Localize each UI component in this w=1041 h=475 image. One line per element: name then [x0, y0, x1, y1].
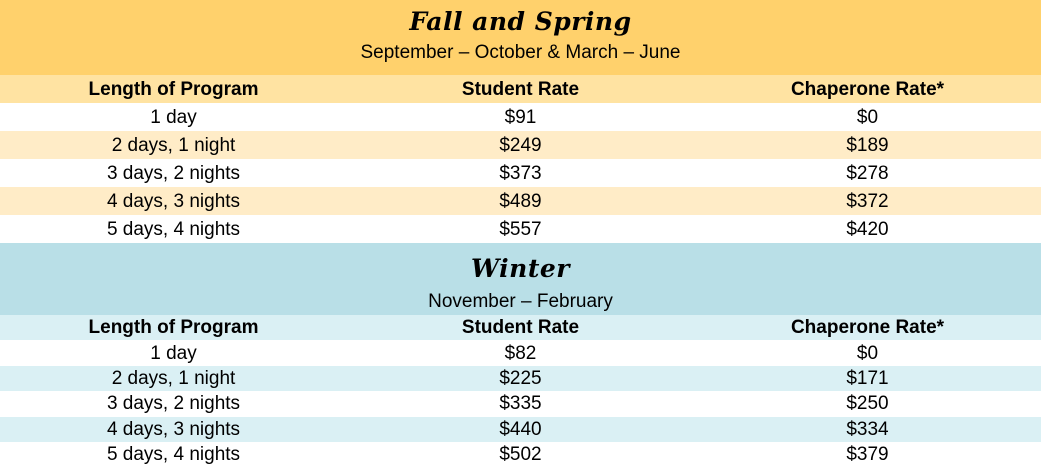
length-cell: 1 day [150, 106, 197, 128]
table-row [0, 442, 1041, 467]
table-row [0, 340, 1041, 365]
student-rate-cell: $249 [499, 134, 542, 156]
student-rate-cell: $91 [504, 106, 537, 128]
student-rate-cell: $489 [499, 190, 542, 212]
chaperone-rate-cell: $171 [846, 367, 889, 389]
column-header-length: Length of Program [88, 317, 259, 339]
student-rate-cell: $335 [499, 393, 542, 415]
table-row [0, 417, 1041, 442]
table-row [0, 366, 1041, 391]
chaperone-rate-cell: $379 [846, 444, 889, 466]
chaperone-rate-cell: $250 [846, 393, 889, 415]
length-cell: 3 days, 2 nights [106, 393, 241, 415]
chaperone-rate-cell: $334 [846, 418, 889, 440]
column-header-length: Length of Program [88, 78, 259, 100]
chaperone-rate-cell: $278 [846, 162, 889, 184]
chaperone-rate-cell: $372 [846, 190, 889, 212]
length-cell: 3 days, 2 nights [106, 162, 241, 184]
winter-rate-table [0, 315, 1041, 467]
student-rate-cell: $225 [499, 367, 542, 389]
table-row [0, 187, 1041, 215]
length-cell: 2 days, 1 night [111, 134, 236, 156]
student-rate-cell: $502 [499, 444, 542, 466]
chaperone-rate-cell: $420 [846, 218, 889, 240]
length-cell: 2 days, 1 night [111, 367, 236, 389]
table-row [0, 215, 1041, 243]
table-row [0, 131, 1041, 159]
winter-header [0, 243, 1041, 315]
column-header-student-rate: Student Rate [461, 78, 580, 100]
winter-months: November – February [428, 291, 613, 312]
fall-spring-rate-table [0, 75, 1041, 243]
table-row [0, 391, 1041, 416]
column-header-chaperone-rate: Chaperone Rate* [790, 317, 945, 339]
winter-title: Winter [471, 254, 570, 283]
chaperone-rate-cell: $0 [856, 342, 879, 364]
table-row [0, 103, 1041, 131]
table-header-row [0, 315, 1041, 340]
table-row [0, 159, 1041, 187]
fall-spring-months: September – October & March – June [360, 42, 681, 63]
length-cell: 4 days, 3 nights [106, 190, 241, 212]
length-cell: 1 day [150, 342, 197, 364]
table-header-row [0, 75, 1041, 103]
length-cell: 5 days, 4 nights [106, 444, 241, 466]
length-cell: 5 days, 4 nights [106, 218, 241, 240]
student-rate-cell: $373 [499, 162, 542, 184]
fall-spring-header [0, 0, 1041, 75]
student-rate-cell: $82 [504, 342, 537, 364]
student-rate-cell: $440 [499, 418, 542, 440]
column-header-chaperone-rate: Chaperone Rate* [790, 78, 945, 100]
student-rate-cell: $557 [499, 218, 542, 240]
length-cell: 4 days, 3 nights [106, 418, 241, 440]
chaperone-rate-cell: $189 [846, 134, 889, 156]
fall-spring-title: Fall and Spring [409, 7, 632, 36]
column-header-student-rate: Student Rate [461, 317, 580, 339]
chaperone-rate-cell: $0 [856, 106, 879, 128]
